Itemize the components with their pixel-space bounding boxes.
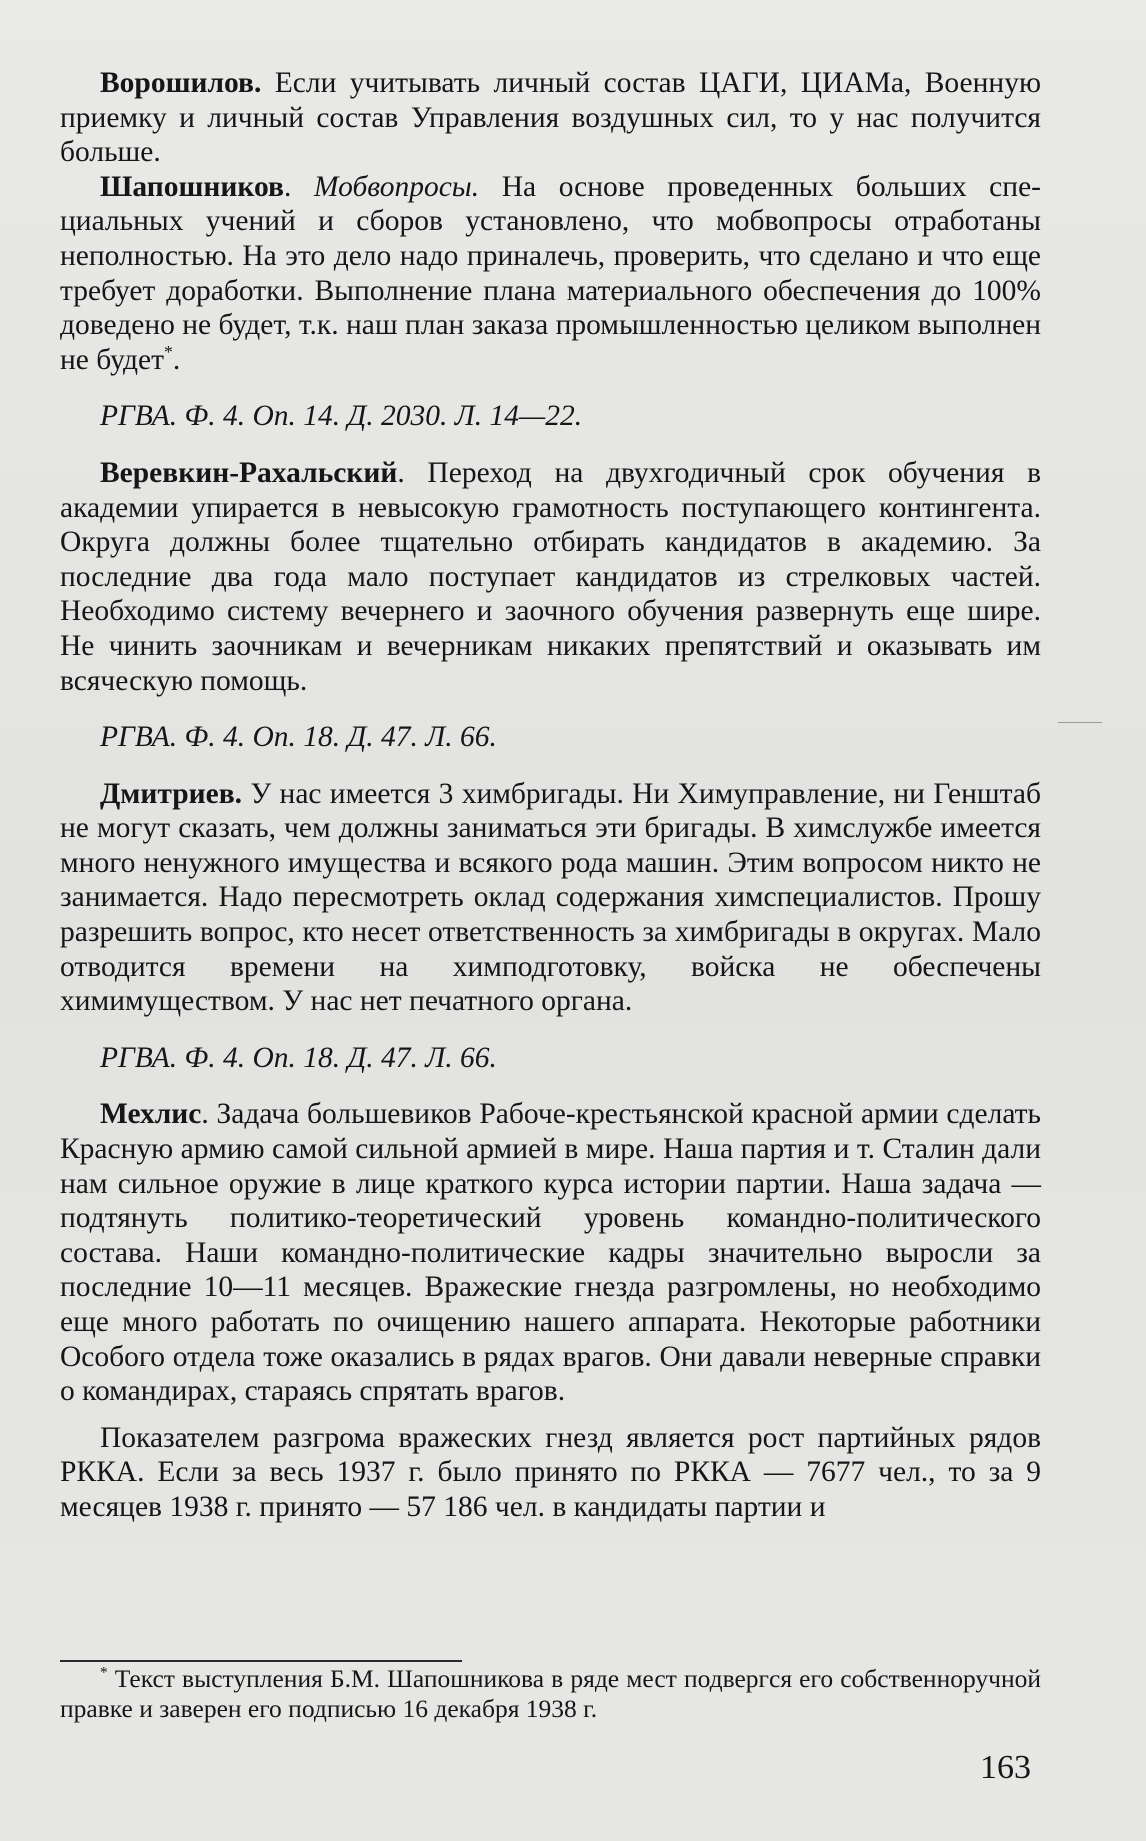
paragraph-text: . Переход на двухгодичный срок обучения в академии упирается в невысокую грамотность поступающего контингента. Округа должны более тщательно отбирать кандидатов в академию. За последние два года мало поступает кандидатов из стрелковых частей. Необходимо систему вечернего и заочного обучения развернуть еще шире. Не чинить заочникам и вечерникам никаких препятствий и оказывать им всяческую помощь. (60, 456, 1041, 697)
paragraph-party-growth (60, 1421, 1041, 1525)
footnote-ref[interactable]: * (164, 341, 173, 362)
footnote (60, 1664, 1041, 1724)
paragraph-text: . Задача большевиков Рабоче-крестьянской красной армии сделать Красную армию самой сильной армией в мире. Наша партия и т. Сталин дали нам сильное оружие в лице краткого курса истории партии. Наша задача — подтянуть политико-теоретический уровень командно-политического состава. Наши командно-политические кадры значительно выросли за последние 10—11 месяцев. Вражеские гнезда разгромлены, но необходимо еще много работать по очищению нашего аппарата. Некоторые работники Особого отдела тоже оказались в рядах врагов. Они давали неверные справки о командирах, стараясь спрятать врагов. (60, 1098, 1041, 1408)
paragraph-mekhlis (60, 1097, 1041, 1408)
paragraph-shaposhnikov (60, 170, 1041, 378)
speaker-name: Мехлис (100, 1098, 202, 1131)
paragraph-text: Показателем разгрома вражеских гнезд является рост партийных рядов РККА. Если за весь 1937 г. было принято по РККА — 7677 чел., то за 9 месяцев 1938 г. принято — 57 186 чел. в кандидаты партии и (60, 1421, 1041, 1523)
paragraph-text: На основе проведенных больших специальных учений и сборов установлено, что мобвопросы отработаны неполностью. На это дело надо приналечь, проверить, что сделано и что еще требует доработки. Выполнение плана материального обеспечения до 100% доведено не будет, т.к. наш план заказа промышленностью целиком выполнен не будет (60, 170, 1041, 376)
main-text (60, 66, 1041, 1525)
speaker-name: Веревкин-Рахальский (100, 456, 398, 489)
speaker-name: Дмитриев. (100, 777, 243, 810)
paragraph-voroshilov (60, 66, 1041, 170)
topic-label: Мобвопросы. (313, 170, 480, 203)
footnote-text: Текст выступления Б.М. Шапошникова в ряде мест подвергся его собственноручной правке и заверен его подписью 16 декабря 1938 г. (60, 1664, 1041, 1723)
paragraph-text: Если учитывать личный состав ЦАГИ, ЦИАМа, Военную приемку и личный состав Управления воздушных сил, то у нас получится больше. (60, 67, 1041, 169)
paragraph-verevkin (60, 456, 1041, 698)
speaker-name: Ворошилов. (100, 67, 262, 99)
paragraph-text: У нас имеется 3 химбригады. Ни Химуправление, ни Генштаб не могут сказать, чем должны заниматься эти бригады. В химслужбе имеется много ненужного имущества и всякого рода машин. Этим вопросом никто не занимается. Надо пересмотреть оклад содержания химспециалистов. Прошу разрешить вопрос, кто несет ответственность за химбригады в округах. Мало отводится времени на химподготовку, войска не обеспечены химимуществом. У нас нет печатного органа. (60, 777, 1041, 1018)
speaker-name: Шапошников (100, 170, 284, 203)
footnote-mark: * (100, 1664, 108, 1682)
bleed-through-mark (1058, 722, 1102, 723)
paragraph-dmitriev (60, 777, 1041, 1019)
separator: . (283, 170, 314, 203)
page-number: 163 (980, 1749, 1031, 1786)
archive-reference: РГВА. Ф. 4. Оп. 18. Д. 47. Л. 66. (100, 1041, 497, 1074)
archive-reference: РГВА. Ф. 4. Оп. 14. Д. 2030. Л. 14—22. (100, 400, 583, 433)
footnote-divider (60, 1660, 462, 1662)
paragraph-text-end: . (172, 343, 181, 376)
archive-reference: РГВА. Ф. 4. Оп. 18. Д. 47. Л. 66. (100, 721, 497, 754)
